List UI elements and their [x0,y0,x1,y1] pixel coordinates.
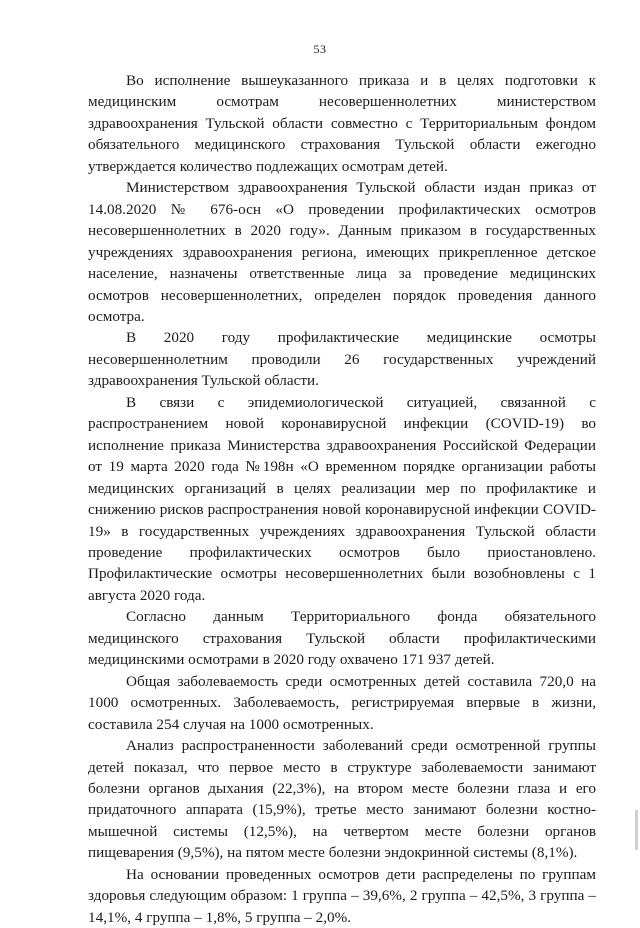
paragraph-covid-suspension: В связи с эпидемиологической ситуацией, связанной с распространением новой коронавирусной инфекции (COVID-19) во исполнение приказа Министерства здравоохранения Российской Федерации от 19 марта 2020 года №198н «О временном порядке организации работы медицинских организаций в целях реализации мер по профилактике и снижению рисков распространения новой коронавирусной инфекции COVID-19» в государственных учреждениях здравоохранения Тульской области проведение профилактических осмотров было приостановлено. Профилактические осмотры несовершеннолетних были возобновлены с 1 августа 2020 года. [88,393,596,604]
document-body [88,70,596,928]
paragraph-institutions-count: В 2020 году профилактические медицинские осмотры несовершеннолетним проводили 26 государственных учреждений здравоохранения Тульской области. [88,329,596,390]
paragraph-disease-structure: Анализ распространенности заболеваний среди осмотренной группы детей показал, что первое место в структуре заболеваемости занимают болезни органов дыхания (22,3%), на втором месте болезни глаза и его придаточного аппарата (15,9%), третье место занимают болезни костно-мышечной системы (12,5%), на четвертом месте болезни органов пищеварения (9,5%), на пятом месте болезни эндокринной системы (8,1%). [88,737,596,862]
page-number: 53 [313,42,327,56]
paragraph-coverage: Согласно данным Территориального фонда обязательного медицинского страхования Тульской области профилактическими медицинскими осмотрами в 2020 году охвачено 171 937 детей. [88,608,596,669]
paragraph-order-preparation: Во исполнение вышеуказанного приказа и в целях подготовки к медицинским осмотрам несовершеннолетних министерством здравоохранения Тульской области совместно с Территориальным фондом обязательного медицинского страхования Тульской области ежегодно утверждается количество подлежащих осмотрам детей. [88,72,596,175]
paragraph-ministry-order: Министерством здравоохранения Тульской области издан приказ от 14.08.2020 № 676-осн «О проведении профилактических осмотров несовершеннолетних в 2020 году». Данным приказом в государственных учреждениях здравоохранения региона, имеющих прикрепленное детское население, назначены ответственные лица за проведение медицинских осмотров несовершеннолетних, определен порядок проведения данного осмотра. [88,179,596,325]
scan-edge-mark [635,810,638,850]
paragraph-morbidity: Общая заболеваемость среди осмотренных детей составила 720,0 на 1000 осмотренных. Заболеваемость, регистрируемая впервые в жизни, составила 254 случая на 1000 осмотренных. [88,672,596,733]
paragraph-health-groups: На основании проведенных осмотров дети распределены по группам здоровья следующим образом: 1 группа – 39,6%, 2 группа – 42,5%, 3 группа – 14,1%, 4 группа – 1,8%, 5 группа – 2,0%. [88,865,596,926]
